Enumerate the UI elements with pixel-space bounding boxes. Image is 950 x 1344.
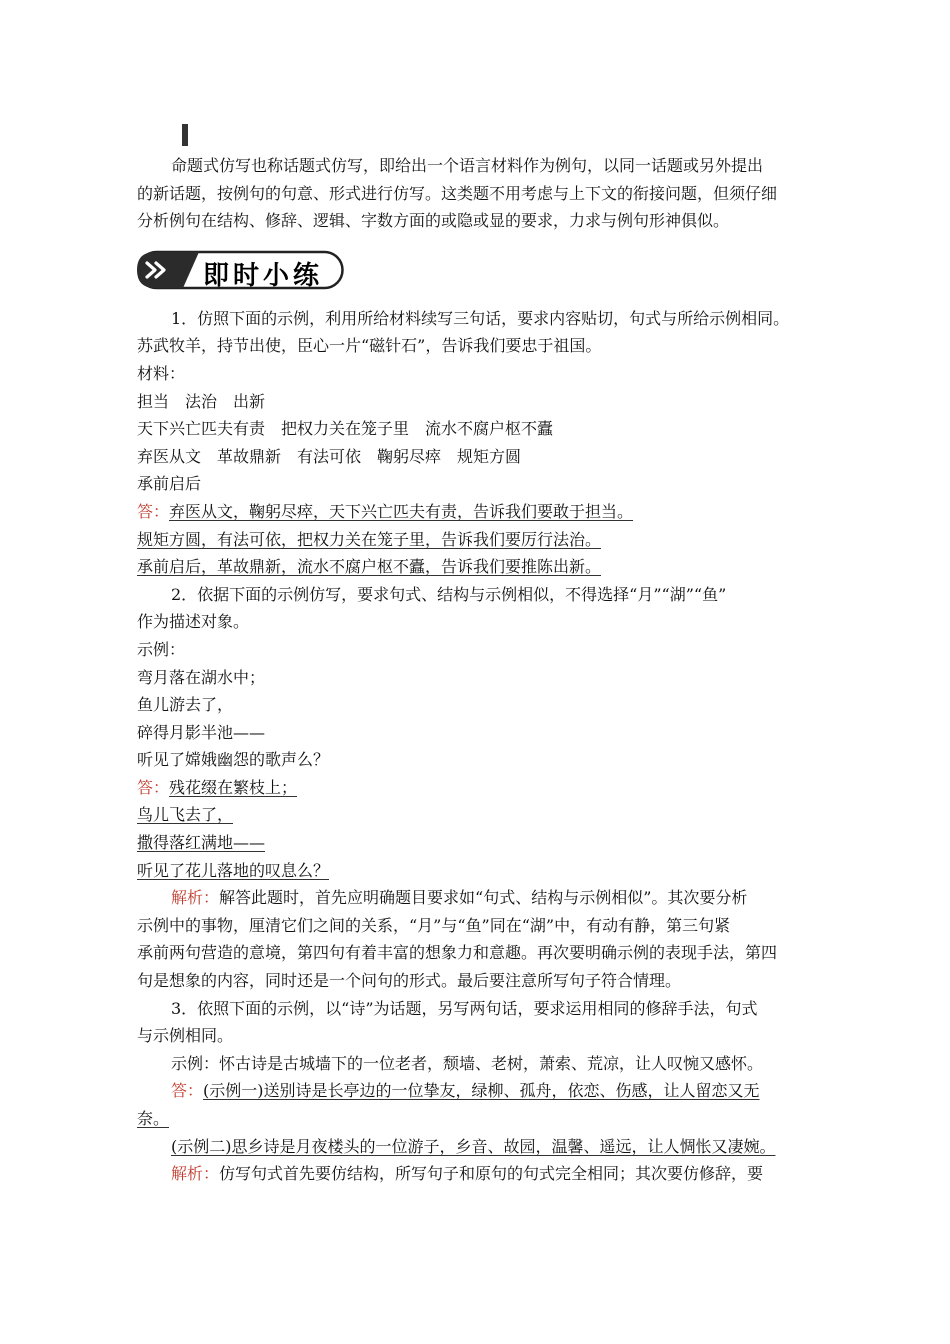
answer-text: 撒得落红满地—— <box>137 833 266 853</box>
q3-answer-line <box>137 1105 827 1133</box>
answer-text: 奈。 <box>137 1109 170 1128</box>
q2-example-line: 听见了嫦娥幽怨的歌声么？ <box>137 750 330 770</box>
answer-text: 弃医从文，鞠躬尽瘁，天下兴亡匹夫有责，告诉我们要敢于担当。 <box>169 501 634 521</box>
answer-text: 规矩方圆，有法可依，把权力关在笼子里，告诉我们要厉行法治。 <box>137 529 602 549</box>
q2-stem: 作为描述对象。 <box>137 612 250 632</box>
q2-answer-line <box>137 857 827 885</box>
q2-analysis-line: 承前两句营造的意境，第四句有着丰富的想象力和意趣。再次要明确示例的表现手法，第四 <box>137 943 778 963</box>
answer-text: (示例一)送别诗是长亭边的一位挚友，绿柳、孤舟，依恋、伤感，让人留恋又无 <box>203 1081 760 1101</box>
answer-text: 听见了花儿落地的叹息么？ <box>137 860 330 880</box>
intro-line: 的新话题，按例句的句意、形式进行仿写。这类题不用考虑与上下文的衔接问题，但须仔细 <box>137 183 778 203</box>
q2-example-label: 示例： <box>137 639 186 659</box>
q3-analysis-line <box>137 1160 827 1188</box>
q3-answer-line <box>137 1077 827 1105</box>
q1-material-line: 担当 法治 出新 <box>137 391 266 411</box>
section-banner <box>137 249 827 293</box>
analysis-text: 解答此题时，首先应明确题目要求如“句式、结构与示例相似”。其次要分析 <box>219 888 748 908</box>
answer-text: 承前启后，革故鼎新，流水不腐户枢不蠹，告诉我们要推陈出新。 <box>137 557 602 577</box>
q1-material-line: 弃医从文 革故鼎新 有法可依 鞠躬尽瘁 规矩方圆 <box>137 446 522 466</box>
q1-answer-line <box>137 498 827 526</box>
q1-answer-line <box>137 553 827 581</box>
analysis-label: 解析： <box>171 888 220 908</box>
answer-text: (示例二)思乡诗是月夜楼头的一位游子，乡音、故园，温馨、遥远，让人惆怅又凄婉。 <box>171 1136 776 1156</box>
q2-analysis-line: 示例中的事物，厘清它们之间的关系，“月”与“鱼”同在“湖”中，有动有静，第三句紧 <box>137 915 731 935</box>
q1-material-label: 材料： <box>137 363 186 383</box>
q2-analysis-line: 句是想象的内容，同时还是一个问句的形式。最后要注意所写句子符合情理。 <box>137 971 682 991</box>
q2-answer-line <box>137 774 827 802</box>
q3-example: 示例：怀古诗是古城墙下的一位老者，颓墙、老树，萧索、荒凉，让人叹惋又感怀。 <box>171 1053 764 1073</box>
q2-analysis-line <box>137 884 827 912</box>
q1-material-line: 承前启后 <box>137 474 202 494</box>
answer-text: 残花缀在繁枝上； <box>169 777 298 797</box>
q1-material-line: 天下兴亡匹夫有责 把权力关在笼子里 流水不腐户枢不蠹 <box>137 419 554 439</box>
answer-label: 答： <box>137 777 170 797</box>
banner-title: 即时小练 <box>203 260 324 291</box>
answer-text: 鸟儿飞去了， <box>137 805 234 825</box>
q3-stem: 与示例相同。 <box>137 1026 234 1046</box>
q2-example-line: 鱼儿游去了， <box>137 695 234 715</box>
question-1 <box>137 305 827 581</box>
section-marker <box>182 124 188 146</box>
question-3 <box>137 995 827 1188</box>
analysis-label: 解析： <box>171 1164 220 1184</box>
document-page <box>137 118 827 1188</box>
q2-answer-line <box>137 829 827 857</box>
answer-label: 答： <box>171 1081 204 1101</box>
analysis-text: 仿写句式首先要仿结构，所写句子和原句的句式完全相同；其次要仿修辞，要 <box>219 1164 764 1184</box>
q1-stem: 1．仿照下面的示例，利用所给材料续写三句话，要求内容贴切，句式与所给示例相同。 <box>171 308 790 328</box>
q3-answer-line <box>137 1133 827 1161</box>
q1-example: 苏武牧羊，持节出使，臣心一片“磁针石”，告诉我们要忠于祖国。 <box>137 336 602 356</box>
answer-label: 答： <box>137 501 170 521</box>
q2-example-line: 碎得月影半池—— <box>137 722 266 742</box>
q2-stem: 2．依据下面的示例仿写，要求句式、结构与示例相似，不得选择“月”“湖”“鱼” <box>171 584 727 604</box>
question-2 <box>137 581 827 995</box>
q3-stem: 3．依照下面的示例，以“诗”为话题，另写两句话，要求运用相同的修辞手法，句式 <box>171 998 758 1018</box>
intro-line: 分析例句在结构、修辞、逻辑、字数方面的或隐或显的要求，力求与例句形神俱似。 <box>137 211 730 231</box>
intro-paragraph <box>137 152 827 235</box>
q2-example-line: 弯月落在湖水中； <box>137 667 266 687</box>
q1-answer-line <box>137 526 827 554</box>
intro-line: 命题式仿写也称话题式仿写，即给出一个语言材料作为例句，以同一话题或另外提出 <box>171 156 764 175</box>
q2-answer-line <box>137 801 827 829</box>
